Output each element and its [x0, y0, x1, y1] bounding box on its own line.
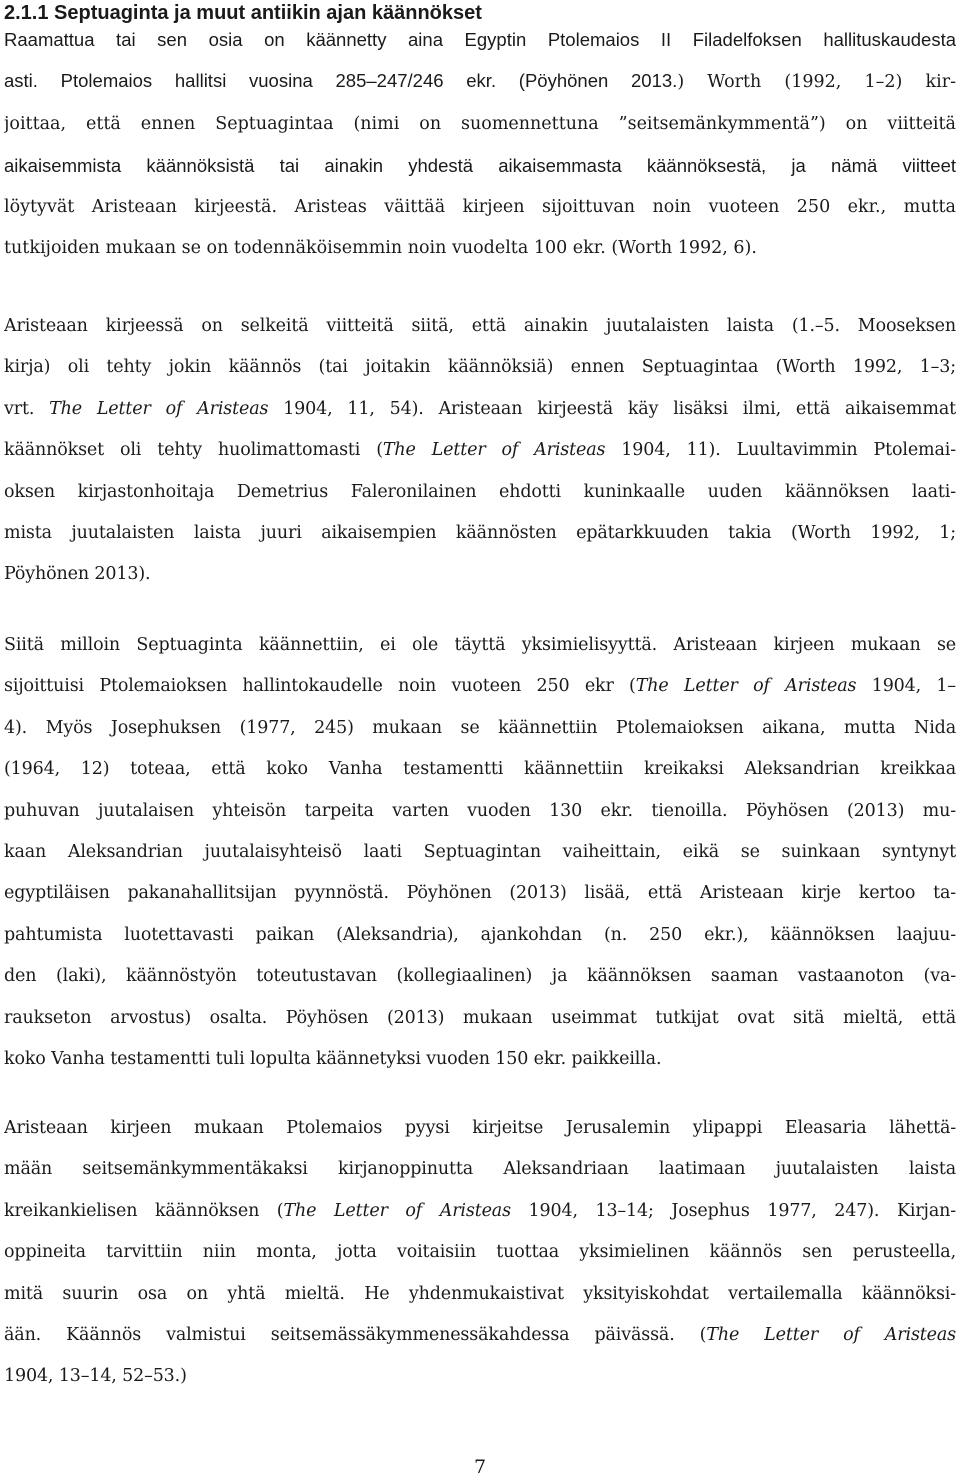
citation-title: The Letter of Aristeas: [706, 1325, 956, 1346]
paragraph-line: mitä suurin osa on yhtä mieltä. He yhdenmukaistivat yksityiskohdat vertailemalla käännöksi-: [4, 1283, 956, 1304]
paragraph-line: raukseton arvostus) osalta. Pöyhösen (2013) mukaan useimmat tutkijat ovat sitä mieltä, että: [4, 1007, 956, 1028]
paragraph-line: mään seitsemänkymmentäkaksi kirjanoppinutta Aleksandriaan laatimaan juutalaisten laista: [4, 1159, 956, 1180]
paragraph-4: [4, 1108, 956, 1398]
citation-title: The Letter of Aristeas: [49, 398, 269, 419]
paragraph-line: käännökset oli tehty huolimattomasti (The Letter of Aristeas 1904, 11). Luultavimmin Ptolemai-: [4, 440, 956, 461]
paragraph-line: Pöyhönen 2013).: [4, 564, 151, 585]
citation-title: The Letter of Aristeas: [635, 676, 857, 697]
paragraph-line: kaan Aleksandrian juutalaisyhteisö laati Septuagintan vaiheittain, eikä se suinkaan syntynyt: [4, 842, 956, 863]
paragraph-line: ään. Käännös valmistui seitsemässäkymmenessäkahdessa päivässä. (The Letter of Aristeas: [4, 1325, 956, 1346]
citation-title: The Letter of Aristeas: [283, 1200, 511, 1221]
paragraph-line: aikaisemmista käännöksistä tai ainakin yhdestä aikaisemmasta käännöksestä, ja nämä viitteet: [4, 155, 956, 177]
paragraph-line: oksen kirjastonhoitaja Demetrius Faleronilainen ehdotti kuninkaalle uuden käännöksen laati-: [4, 481, 956, 502]
paragraph-line: Aristeaan kirjeessä on selkeitä viitteitä siitä, että ainakin juutalaisten laista (1.–5. Mooseksen: [4, 316, 956, 336]
paragraph-line: tutkijoiden mukaan se on todennäköisemmin noin vuodelta 100 ekr. (Worth 1992, 6).: [4, 238, 757, 259]
citation-title: The Letter of Aristeas: [382, 440, 606, 461]
paragraph-line: sijoittuisi Ptolemaioksen hallintokaudelle noin vuoteen 250 ekr (The Letter of Aristeas 1904, 1–: [4, 676, 956, 697]
paragraph-line: pahtumista luotettavasti paikan (Aleksandria), ajankohdan (n. 250 ekr.), käännöksen laajuu-: [4, 924, 956, 945]
paragraph-1: [4, 19, 956, 269]
page-number: 7: [473, 1456, 487, 1478]
paragraph-line: puhuvan juutalaisen yhteisön tarpeita varten vuoden 130 ekr. tienoilla. Pöyhösen (2013) mu-: [4, 800, 956, 821]
paragraph-line: kreikankielisen käännöksen (The Letter of Aristeas 1904, 13–14; Josephus 1977, 247). Kirjan-: [4, 1200, 956, 1221]
paragraph-line: koko Vanha testamentti tuli lopulta käännetyksi vuoden 150 ekr. paikkeilla.: [4, 1049, 662, 1070]
paragraph-line: vrt. The Letter of Aristeas 1904, 11, 54). Aristeaan kirjeestä käy lisäksi ilmi, että aikaisemmat: [4, 398, 956, 419]
paragraph-3: [4, 625, 956, 1080]
paragraph-line: Raamattua tai sen osia on käännetty aina Egyptin Ptolemaios II Filadelfoksen hallituskaudesta: [4, 29, 956, 50]
paragraph-line: löytyvät Aristeaan kirjeestä. Aristeas väittää kirjeen sijoittuvan noin vuoteen 250 ekr., mutta: [4, 196, 956, 217]
section-heading: 2.1.1 Septuaginta ja muut antiikin ajan käännökset: [4, 2, 482, 24]
paragraph-line: joittaa, että ennen Septuagintaa (nimi on suomennettuna ”seitsemänkymmentä”) on viitteitä: [4, 113, 956, 134]
paragraph-line: Aristeaan kirjeen mukaan Ptolemaios pyysi kirjeitse Jerusalemin ylipappi Eleasaria lähettä-: [4, 1118, 956, 1138]
paragraph-line: mista juutalaisten laista juuri aikaisempien käännösten epätarkkuuden takia (Worth 1992, 1;: [4, 523, 956, 544]
paragraph-line: oppineita tarvittiin niin monta, jotta voitaisiin tuottaa yksimielinen käännös sen perusteella,: [4, 1242, 956, 1263]
paragraph-line: 4). Myös Josephuksen (1977, 245) mukaan se käännettiin Ptolemaioksen aikana, mutta Nida: [4, 717, 956, 738]
paragraph-2: [4, 306, 956, 596]
paragraph-line: asti. Ptolemaios hallitsi vuosina 285–247/246 ekr. (Pöyhönen 2013.) Worth (1992, 1–2) kir-: [4, 70, 956, 93]
paragraph-line: kirja) oli tehty jokin käännös (tai joitakin käännöksiä) ennen Septuagintaa (Worth 1992, 1–3;: [4, 357, 956, 378]
paragraph-line: 1904, 13–14, 52–53.): [4, 1366, 187, 1387]
paragraph-line: egyptiläisen pakanahallitsijan pyynnöstä. Pöyhönen (2013) lisää, että Aristeaan kirje kertoo ta-: [4, 883, 956, 904]
paragraph-line: den (laki), käännöstyön toteutustavan (kollegiaalinen) ja käännöksen saaman vastaanoton (va-: [4, 966, 956, 987]
paragraph-line: Siitä milloin Septuaginta käännettiin, ei ole täyttä yksimielisyyttä. Aristeaan kirjeen mukaan se: [4, 635, 956, 655]
paragraph-line: (1964, 12) toteaa, että koko Vanha testamentti käännettiin kreikaksi Aleksandrian kreikkaa: [4, 759, 956, 780]
